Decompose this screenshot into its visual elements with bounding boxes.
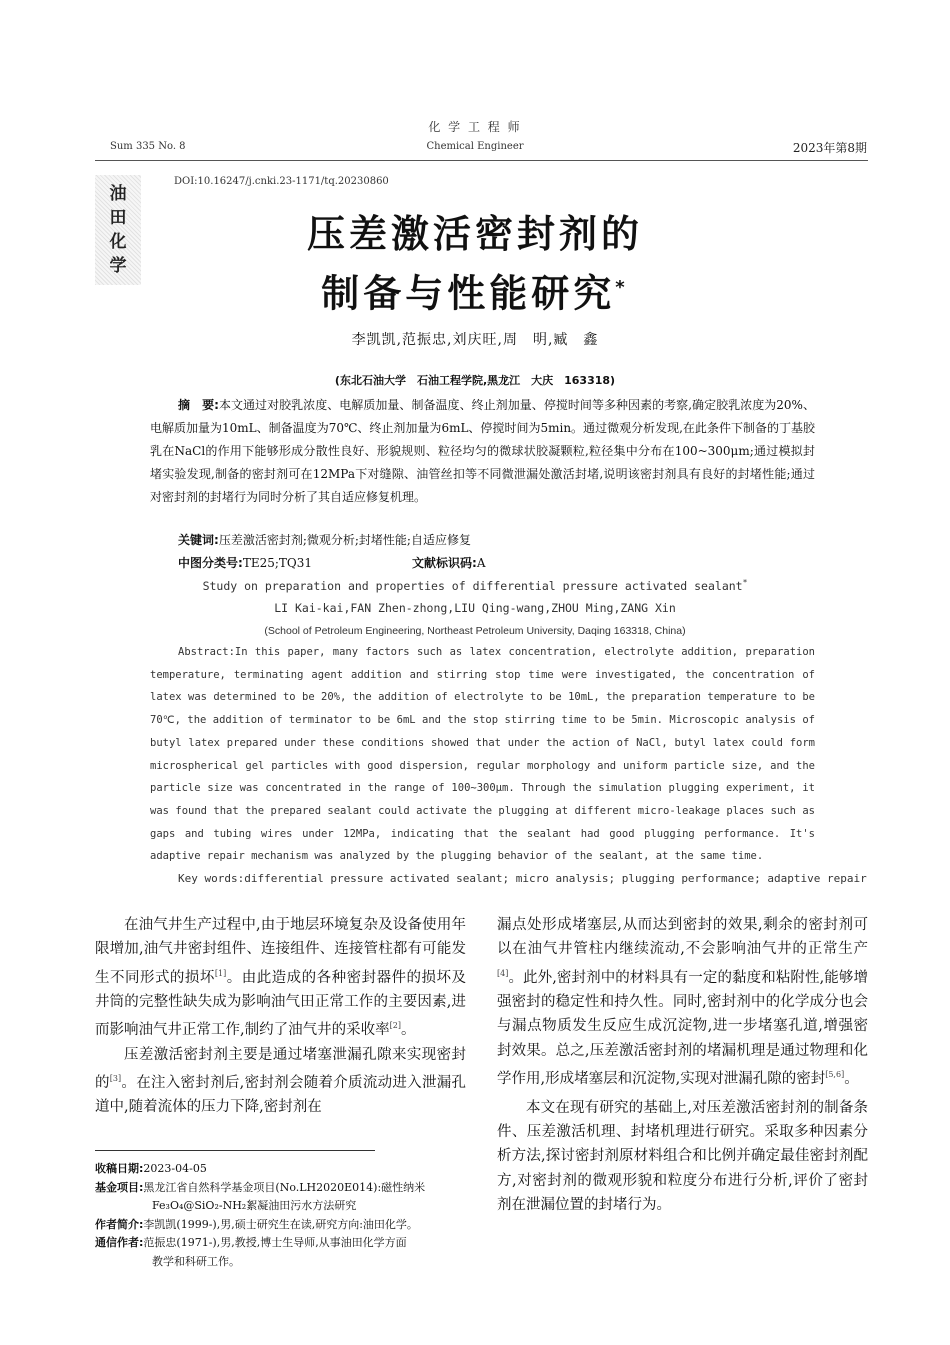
section-tag-char: 田 xyxy=(109,208,127,228)
english-title xyxy=(0,578,950,593)
classification-value: TE25;TQ31 xyxy=(242,556,312,570)
footnotes xyxy=(95,1160,475,1271)
abstract-cn-label: 摘 要: xyxy=(178,398,219,412)
body-text: 。在注入密封剂后,密封剂会随着介质流动进入泄漏孔道中,随着流体的压力下降,密封剂在 xyxy=(95,1074,467,1116)
english-affiliation: (School of Petroleum Engineering, Northeast Petroleum University, Daqing 163318, China) xyxy=(264,625,686,637)
sum-number: Sum 335 No. 8 xyxy=(110,141,186,152)
affiliation: (东北石油大学 石油工程学院,黑龙江 大庆 163318) xyxy=(334,374,616,387)
footnote-label: 通信作者: xyxy=(95,1236,144,1249)
body-paragraph: 本文在现有研究的基础上,对压差激活密封剂的制备条件、压差激活机理、封堵机理进行研究。采取多种因素分析方法,探讨密封剂原材料组合和比例并确定最佳密封剂配方,对密封剂的微观形貌和粒度分布进行分析,评价了密封剂在泄漏位置的封堵行为。 xyxy=(497,1099,868,1214)
body-paragraph xyxy=(95,913,466,1043)
footnote-corresponding-cont: 教学和科研工作。 xyxy=(152,1254,240,1268)
document-code-label: 文献标识码: xyxy=(412,556,477,570)
section-tag-char: 油 xyxy=(109,184,127,204)
citation: [4] xyxy=(497,968,509,978)
footnote-author xyxy=(95,1216,475,1235)
footnote-label: 作者简介: xyxy=(95,1217,144,1231)
doi: DOI:10.16247/j.cnki.23-1171/tq.20230860 xyxy=(174,176,389,187)
footnote-received xyxy=(95,1160,475,1179)
body-text: 压差激活密封剂主要是通过堵塞泄漏孔隙来实现密封的 xyxy=(95,1046,466,1091)
body-text: 。由此造成的各种密封器件的损坏及井筒的完整性缺失成为影响油气田正常工作的主要因素,进而影响油气井正常工作,制约了油气井的采收率 xyxy=(95,969,467,1039)
classification-label: 中图分类号: xyxy=(178,556,243,570)
abstract-cn-text: 本文通过对胶乳浓度、电解质加量、制备温度、终止剂加量、停搅时间等多种因素的考察,确定胶乳浓度为20%、电解质加量为10mL、制备温度为70℃、终止剂加量为6mL、停搅时间为5min。通过微观分析发现,在此条件下制备的丁基胶乳在NaCl的作用下能够形成分散性良好、形貌规则、粒径均匀的微球状胶凝颗粒,粒径集中分布在100~300μm;通过模拟封堵实验发现,制备的密封剂可在12MPa下对缝隙、油管丝扣等不同微泄漏处激活封堵,说明该密封剂具有良好的封堵性能;通过对密封剂的封堵行为同时分析了其自适应修复机理。 xyxy=(150,398,815,504)
classification-number xyxy=(178,552,312,574)
keywords-cn xyxy=(178,529,471,551)
header-rule xyxy=(95,160,868,161)
body-left-column xyxy=(95,913,466,1120)
keywords-cn-text: 压差激活密封剂;微观分析;封堵性能;自适应修复 xyxy=(218,533,471,547)
footnote-fund-cont: Fe₃O₄@SiO₂-NH₂絮凝油田污水方法研究 xyxy=(152,1199,357,1212)
abstract-cn xyxy=(150,394,815,509)
english-authors: LI Kai-kai,FAN Zhen-zhong,LIU Qing-wang,ZHOU Ming,ZANG Xin xyxy=(274,601,676,615)
english-title-text: Study on preparation and properties of differential pressure activated sealant xyxy=(202,578,743,593)
document-code xyxy=(412,552,485,574)
footnote-label: 基金项目: xyxy=(95,1180,144,1194)
body-text: 。此外,密封剂中的材料具有一定的黏度和粘附性,能够增强密封的稳定性和持久性。同时,密封剂中的化学成分也会与漏点物质发生反应生成沉淀物,进一步堵塞孔道,增强密封效果。总之,压差激活密封剂的堵漏机理是通过物理和化学作用,形成堵塞层和沉淀物,实现对泄漏孔隙的密封 xyxy=(497,969,868,1088)
footnote-rule xyxy=(95,1150,375,1151)
title-line-2 xyxy=(0,262,950,320)
title-line-2-text: 制备与性能研究 xyxy=(321,271,616,316)
document-code-value: A xyxy=(476,556,486,570)
body-paragraph xyxy=(497,913,868,1092)
section-tag-char: 化 xyxy=(109,232,127,252)
english-keywords: Key words:differential pressure activated sealant; micro analysis; plugging performance; adaptive repair xyxy=(178,872,867,885)
body-right-column xyxy=(497,913,868,1218)
body-text: 漏点处形成堵塞层,从而达到密封的效果,剩余的密封剂可以在油气井管柱内继续流动,不会影响油气井的正常生产 xyxy=(497,917,868,958)
footnote-corresponding xyxy=(95,1234,475,1253)
footnote-fund xyxy=(95,1179,475,1198)
citation: [3] xyxy=(109,1074,122,1084)
authors: 李凯凯,范振忠,刘庆旺,周 明,臧 鑫 xyxy=(351,332,599,348)
footnote-label: 收稿日期: xyxy=(95,1162,144,1175)
english-abstract: Abstract:In this paper, many factors such as latex concentration, electrolyte addition, preparation temperature, terminating agent addition and stirring stop time were investigated, the concentration of latex was determined to be 20%, the addition of electrolyte to be 10mL, the preparation temperature to be 70℃, the addition of terminator to be 6mL and the stop stirring time to be 5min. Microscopic analysis of butyl latex prepared under these conditions showed that under the action of NaCl, butyl latex could form microspherical gel particles with good dispersion, regular morphology and uniform particle size, and the particle size was concentrated in the range of 100~300μm. Through the simulation plugging experiment, it was found that the prepared sealant could activate the plugging at different micro-leakage places such as gaps and tubing wires under 12MPa, indicating that the sealant had good plugging performance. It's adaptive repair mechanism was analyzed by the plugging behavior of the sealant, at the same time. xyxy=(150,646,815,863)
title-footnote-mark: * xyxy=(615,277,629,298)
footnote-text: 2023-04-05 xyxy=(143,1162,207,1175)
footnote-text: 黑龙江省自然科学基金项目(No.LH2020E014):磁性纳米 xyxy=(143,1180,426,1194)
citation: [2] xyxy=(389,1021,401,1031)
issue-number: 2023年第8期 xyxy=(792,141,867,155)
keywords-cn-label: 关键词: xyxy=(178,533,219,547)
title-line-1: 压差激活密封剂的 xyxy=(306,212,643,256)
section-tag-char: 学 xyxy=(109,256,127,276)
citation: [1] xyxy=(214,968,227,978)
english-title-mark: * xyxy=(742,578,748,587)
body-text: 。 xyxy=(844,1071,859,1088)
body-text: 在油气井生产过程中,由于地层环境复杂及设备使用年限增加,油气井密封组件、连接组件、连接管柱都有可能发生不同形式的损坏 xyxy=(95,917,466,986)
footnote-text: 范振忠(1971-),男,教授,博士生导师,从事油田化学方面 xyxy=(143,1236,407,1249)
body-text: 。 xyxy=(400,1022,416,1039)
journal-name-cn: 化 学 工 程 师 xyxy=(428,120,522,134)
journal-name-en: Chemical Engineer xyxy=(426,141,524,152)
footnote-text: 李凯凯(1999-),男,硕士研究生在读,研究方向:油田化学。 xyxy=(143,1217,418,1231)
citation: [5,6] xyxy=(825,1070,845,1080)
body-paragraph xyxy=(95,1043,466,1120)
